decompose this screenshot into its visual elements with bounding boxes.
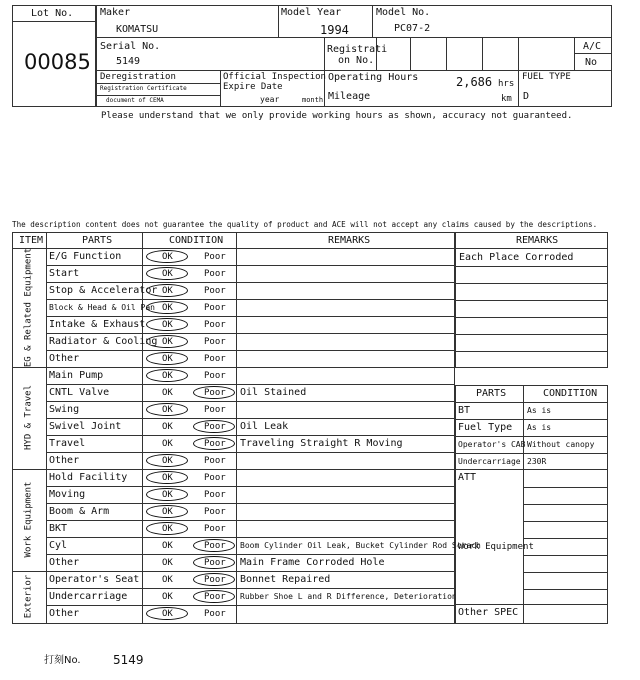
group-label: Work Equipment xyxy=(23,481,34,558)
part-name: BKT xyxy=(49,523,68,534)
ok-option: OK xyxy=(162,490,173,500)
spec-cond-bt: As is xyxy=(527,406,552,415)
ok-option: OK xyxy=(162,609,173,619)
lot-label: Lot No. xyxy=(31,8,74,19)
ok-option: OK xyxy=(162,269,173,279)
part-name: CNTL Valve xyxy=(49,387,110,398)
ac-label: A/C xyxy=(583,41,602,52)
poor-circle-mark xyxy=(193,573,235,586)
poor-circle-mark xyxy=(193,386,235,399)
poor-option: Poor xyxy=(204,286,226,296)
spec-other-label: Other SPEC xyxy=(458,607,519,618)
remark-text: Boom Cylinder Oil Leak, Bucket Cylinder Rod Scrach xyxy=(240,541,481,550)
month-label: month xyxy=(302,96,324,104)
mileage-label: Mileage xyxy=(328,91,371,102)
poor-circle-mark xyxy=(193,556,235,569)
ok-option: OK xyxy=(162,558,173,568)
part-name: Intake & Exhaust xyxy=(49,319,146,330)
ok-option: OK xyxy=(162,405,173,415)
part-name: Swing xyxy=(49,404,80,415)
remark-text: Oil Leak xyxy=(240,421,289,432)
table-row xyxy=(46,401,455,418)
fuel-type-label: FUEL TYPE xyxy=(522,72,571,82)
spec-part-fuel-type: Fuel Type xyxy=(458,422,513,433)
part-name: Operator's Seat xyxy=(49,574,140,585)
part-name: Radiator & Cooling xyxy=(49,336,158,347)
group-label: EG & Related Equipment xyxy=(23,247,34,367)
col-parts: PARTS xyxy=(82,235,113,246)
poor-option: Poor xyxy=(204,405,226,415)
remark-text: Bonnet Repaired xyxy=(240,574,331,585)
part-name: Other xyxy=(49,455,80,466)
ok-circle-mark xyxy=(146,471,188,484)
hrs-unit: hrs xyxy=(498,79,515,89)
model-year-value: 1994 xyxy=(320,23,349,37)
ok-circle-mark xyxy=(146,454,188,467)
ok-option: OK xyxy=(162,439,173,449)
deregistration-label: Deregistration xyxy=(100,72,176,82)
operating-hours-value: 2,686 xyxy=(456,75,493,89)
registration-label-2: on No. xyxy=(338,55,375,66)
poor-option: Poor xyxy=(204,388,226,398)
ok-circle-mark xyxy=(146,488,188,501)
operating-hours-label: Operating Hours xyxy=(328,72,419,83)
part-name: Block & Head & Oil Pan xyxy=(49,303,155,312)
ok-option: OK xyxy=(162,541,173,551)
year-label: year xyxy=(260,95,280,104)
ok-circle-mark xyxy=(146,505,188,518)
poor-circle-mark xyxy=(193,590,235,603)
ok-option: OK xyxy=(162,575,173,585)
poor-option: Poor xyxy=(204,252,226,262)
part-name: Start xyxy=(49,268,80,279)
ok-circle-mark xyxy=(146,335,188,348)
cema-document-label: document of CEMA xyxy=(106,97,164,104)
model-no-value: PC07-2 xyxy=(394,23,431,34)
fuel-type-value: D xyxy=(523,91,530,102)
maker-label: Maker xyxy=(100,7,131,18)
col-condition: CONDITION xyxy=(169,235,224,246)
ok-option: OK xyxy=(162,473,173,483)
poor-option: Poor xyxy=(204,541,226,551)
poor-option: Poor xyxy=(204,456,226,466)
registration-label-1: Registrati xyxy=(327,44,388,55)
spec-part-undercarriage: Undercarriage xyxy=(458,457,521,466)
ok-option: OK xyxy=(162,337,173,347)
disclaimer: The description content does not guarantee the quality of product and ACE will not accept any claims caused by the descriptions. xyxy=(12,220,598,229)
poor-circle-mark xyxy=(193,437,235,450)
part-name: Swivel Joint xyxy=(49,421,122,432)
ok-circle-mark xyxy=(146,352,188,365)
part-name: E/G Function xyxy=(49,251,122,262)
poor-option: Poor xyxy=(204,473,226,483)
remark-text: Rubber Shoe L and R Difference, Deterioration xyxy=(240,592,457,601)
registration-certificate-label: Registration Certificate xyxy=(100,85,187,92)
poor-option: Poor xyxy=(204,269,226,279)
spec-cond-fuel-type: As is xyxy=(527,423,552,432)
part-name: Hold Facility xyxy=(49,472,128,483)
part-name: Boom & Arm xyxy=(49,506,110,517)
ok-circle-mark xyxy=(146,369,188,382)
poor-circle-mark xyxy=(193,420,235,433)
poor-option: Poor xyxy=(204,507,226,517)
ok-option: OK xyxy=(162,524,173,534)
poor-option: Poor xyxy=(204,575,226,585)
table-row xyxy=(46,350,455,367)
ac-value: No xyxy=(585,57,598,68)
model-no-label: Model No. xyxy=(376,7,431,18)
spec-cond-undercarriage: 230R xyxy=(527,457,547,466)
spec-cond-operator-cab: Without canopy xyxy=(527,440,595,449)
poor-option: Poor xyxy=(204,490,226,500)
stamp-no-value: 5149 xyxy=(113,653,144,667)
ok-option: OK xyxy=(162,252,173,262)
serial-label: Serial No. xyxy=(100,41,161,52)
side-remarks-first: Each Place Corroded xyxy=(459,252,574,263)
table-row xyxy=(46,486,455,503)
spec-part-bt: BT xyxy=(458,405,471,416)
spec-att-label: ATT xyxy=(458,472,477,483)
stamp-no-label: 打刻No. xyxy=(44,655,81,666)
poor-option: Poor xyxy=(204,320,226,330)
inspection-label-2: Expire Date xyxy=(223,82,283,92)
side-remarks-header: REMARKS xyxy=(516,235,559,246)
ok-option: OK xyxy=(162,388,173,398)
poor-option: Poor xyxy=(204,609,226,619)
poor-option: Poor xyxy=(204,439,226,449)
poor-option: Poor xyxy=(204,592,226,602)
km-unit: km xyxy=(501,94,512,104)
ok-circle-mark xyxy=(146,403,188,416)
remark-text: Main Frame Corroded Hole xyxy=(240,557,385,568)
ok-circle-mark xyxy=(146,267,188,280)
serial-value: 5149 xyxy=(116,56,141,67)
part-name: Other xyxy=(49,353,80,364)
maker-value: KOMATSU xyxy=(116,24,159,35)
ok-option: OK xyxy=(162,422,173,432)
part-name: Stop & Accelerator xyxy=(49,285,158,296)
ok-circle-mark xyxy=(146,318,188,331)
ok-option: OK xyxy=(162,286,173,296)
part-name: Moving xyxy=(49,489,86,500)
poor-option: Poor xyxy=(204,524,226,534)
ok-option: OK xyxy=(162,303,173,313)
poor-option: Poor xyxy=(204,354,226,364)
ok-circle-mark xyxy=(146,284,188,297)
table-row xyxy=(46,452,455,469)
poor-option: Poor xyxy=(204,371,226,381)
ok-circle-mark xyxy=(146,301,188,314)
inspection-label-1: Official Inspection xyxy=(223,72,326,82)
table-row xyxy=(46,367,455,384)
remark-text: Oil Stained xyxy=(240,387,307,398)
ok-option: OK xyxy=(162,371,173,381)
ok-circle-mark xyxy=(146,250,188,263)
model-year-label: Model Year xyxy=(281,7,342,18)
poor-option: Poor xyxy=(204,422,226,432)
part-name: Travel xyxy=(49,438,86,449)
poor-circle-mark xyxy=(193,539,235,552)
spec-col-condition: CONDITION xyxy=(543,388,598,399)
poor-option: Poor xyxy=(204,337,226,347)
spec-col-parts: PARTS xyxy=(476,388,507,399)
ok-option: OK xyxy=(162,507,173,517)
lot-number: 00085 xyxy=(24,50,91,74)
part-name: Undercarriage xyxy=(49,591,128,602)
table-row xyxy=(46,520,455,537)
ok-option: OK xyxy=(162,354,173,364)
ok-circle-mark xyxy=(146,522,188,535)
group-label: Exterior xyxy=(23,574,34,618)
ok-option: OK xyxy=(162,592,173,602)
col-item: ITEM xyxy=(19,235,44,246)
ok-circle-mark xyxy=(146,607,188,620)
spec-work-equipment-label: Work Equipment xyxy=(458,542,534,552)
poor-option: Poor xyxy=(204,303,226,313)
part-name: Other xyxy=(49,608,80,619)
part-name: Cyl xyxy=(49,540,68,551)
spec-part-operator-cab: Operator's CAB xyxy=(458,440,526,449)
remark-text: Traveling Straight R Moving xyxy=(240,438,403,449)
poor-option: Poor xyxy=(204,558,226,568)
ok-option: OK xyxy=(162,320,173,330)
ok-option: OK xyxy=(162,456,173,466)
part-name: Main Pump xyxy=(49,370,104,381)
table-row xyxy=(46,605,455,622)
table-row xyxy=(46,265,455,282)
part-name: Other xyxy=(49,557,80,568)
working-hours-note: Please understand that we only provide working hours as shown, accuracy not guaranteed. xyxy=(101,111,573,121)
col-remarks: REMARKS xyxy=(328,235,371,246)
group-label: HYD & Travel xyxy=(23,384,34,451)
